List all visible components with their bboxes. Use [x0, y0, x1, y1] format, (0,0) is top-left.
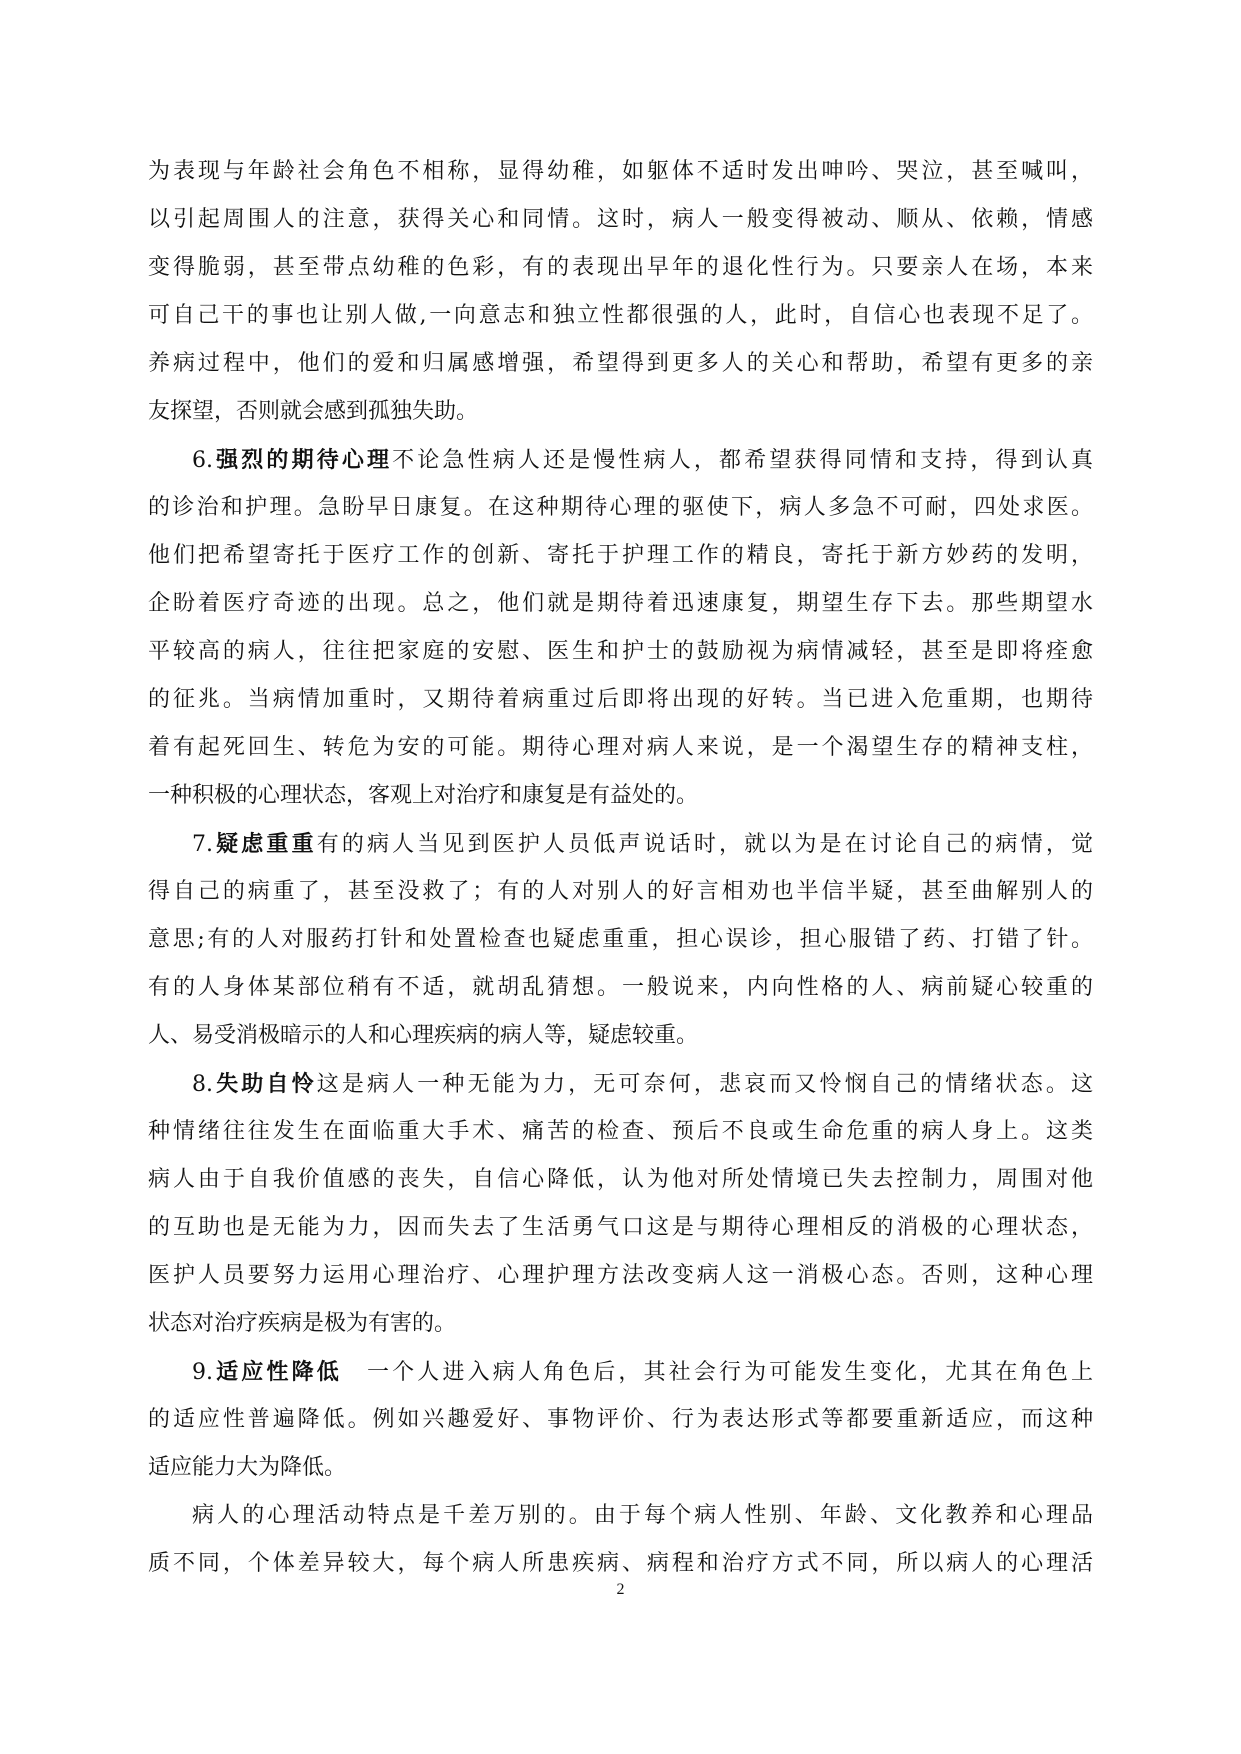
text-run: 一个人进入病人角色后，其社会行为可能发生变化，尤其在角色上 [367, 1360, 1093, 1385]
text-line: 着有起死回生、转危为安的可能。期待心理对病人来说，是一个渴望生存的精神支柱， [148, 735, 1093, 760]
text-line: 有的人身体某部位稍有不适，就胡乱猜想。一般说来，内向性格的人、病前疑心较重的 [148, 975, 1093, 1000]
section-heading: 适应性降低 [213, 1359, 342, 1385]
text-line: 医护人员要努力运用心理治疗、心理护理方法改变病人这一消极心态。否则，这种心理 [148, 1263, 1093, 1288]
text-line: 的互助也是无能为力，因而失去了生活勇气口这是与期待心理相反的消极的心理状态， [148, 1215, 1093, 1240]
text-line: 病人由于自我价值感的丧失，自信心降低，认为他对所处情境已失去控制力，周围对他 [148, 1167, 1093, 1192]
text-line: 的适应性普遍降低。例如兴趣爱好、事物评价、行为表达形式等都要重新适应，而这种 [148, 1407, 1093, 1432]
text-line: 变得脆弱，甚至带点幼稚的色彩，有的表现出早年的退化性行为。只要亲人在场，本来 [148, 255, 1093, 280]
text-line: 企盼着医疗奇迹的出现。总之，他们就是期待着迅速康复，期望生存下去。那些期望水 [148, 591, 1093, 616]
text-line: 适应能力大为降低。 [148, 1455, 347, 1480]
section-number: 6. [192, 448, 213, 473]
body-text [148, 148, 1093, 1588]
paragraph-first-line [148, 436, 1093, 484]
text-line: 种情绪往往发生在面临重大手术、痛苦的检查、预后不良或生命危重的病人身上。这类 [148, 1119, 1093, 1144]
text-line: 的诊治和护理。急盼早日康复。在这种期待心理的驱使下，病人多急不可耐，四处求医。 [148, 495, 1093, 520]
section-heading: 失助自怜 [213, 1071, 317, 1097]
text-line: 以引起周围人的注意，获得关心和同情。这时，病人一般变得被动、顺从、依赖，情感 [148, 207, 1093, 232]
text-run: 不论急性病人还是慢性病人，都希望获得同情和支持，得到认真 [392, 448, 1093, 473]
text-line: 得自己的病重了，甚至没救了；有的人对别人的好言相劝也半信半疑，甚至曲解别人的 [148, 879, 1093, 904]
text-line: 可自己干的事也让别人做,一向意志和独立性都很强的人，此时，自信心也表现不足了。 [148, 303, 1093, 328]
text-run: 这是病人一种无能为力，无可奈何，悲哀而又怜悯自己的情绪状态。这 [316, 1072, 1093, 1097]
section-number: 8. [192, 1072, 213, 1097]
text-line: 养病过程中，他们的爱和归属感增强，希望得到更多人的关心和帮助，希望有更多的亲 [148, 351, 1093, 376]
text-run: 有的病人当见到医护人员低声说话时，就以为是在讨论自己的病情，觉 [316, 832, 1093, 857]
section-heading: 疑虑重重 [213, 831, 317, 857]
paragraph-first-line: 病人的心理活动特点是千差万别的。由于每个病人性别、年龄、文化教养和心理品 [192, 1503, 1093, 1528]
section-heading: 强烈的期待心理 [213, 447, 393, 473]
text-line: 质不同，个体差异较大，每个病人所患疾病、病程和治疗方式不同，所以病人的心理活 [148, 1551, 1093, 1576]
paragraph-first-line [148, 1348, 1093, 1396]
text-line: 友探望，否则就会感到孤独失助。 [148, 399, 479, 424]
text-line: 他们把希望寄托于医疗工作的创新、寄托于护理工作的精良，寄托于新方妙药的发明， [148, 543, 1093, 568]
text-line: 为表现与年龄社会角色不相称，显得幼稚，如躯体不适时发出呻吟、哭泣，甚至喊叫， [148, 159, 1093, 184]
text-line: 意思;有的人对服药打针和处置检查也疑虑重重，担心误诊，担心服错了药、打错了针。 [148, 927, 1093, 952]
paragraph-first-line [148, 1060, 1093, 1108]
text-line: 状态对治疗疾病是极为有害的。 [148, 1311, 457, 1336]
heading-gap [342, 1360, 367, 1385]
text-line: 的征兆。当病情加重时，又期待着病重过后即将出现的好转。当已进入危重期，也期待 [148, 687, 1093, 712]
text-line: 人、易受消极暗示的人和心理疾病的病人等，疑虑较重。 [148, 1023, 699, 1048]
page-number: 2 [616, 1581, 625, 1598]
text-line: 一种积极的心理状态，客观上对治疗和康复是有益处的。 [148, 783, 699, 808]
text-line: 平较高的病人，往往把家庭的安慰、医生和护士的鼓励视为病情减轻，甚至是即将痊愈 [148, 639, 1093, 664]
section-number: 7. [192, 832, 213, 857]
paragraph-first-line [148, 820, 1093, 868]
section-number: 9. [192, 1360, 213, 1385]
